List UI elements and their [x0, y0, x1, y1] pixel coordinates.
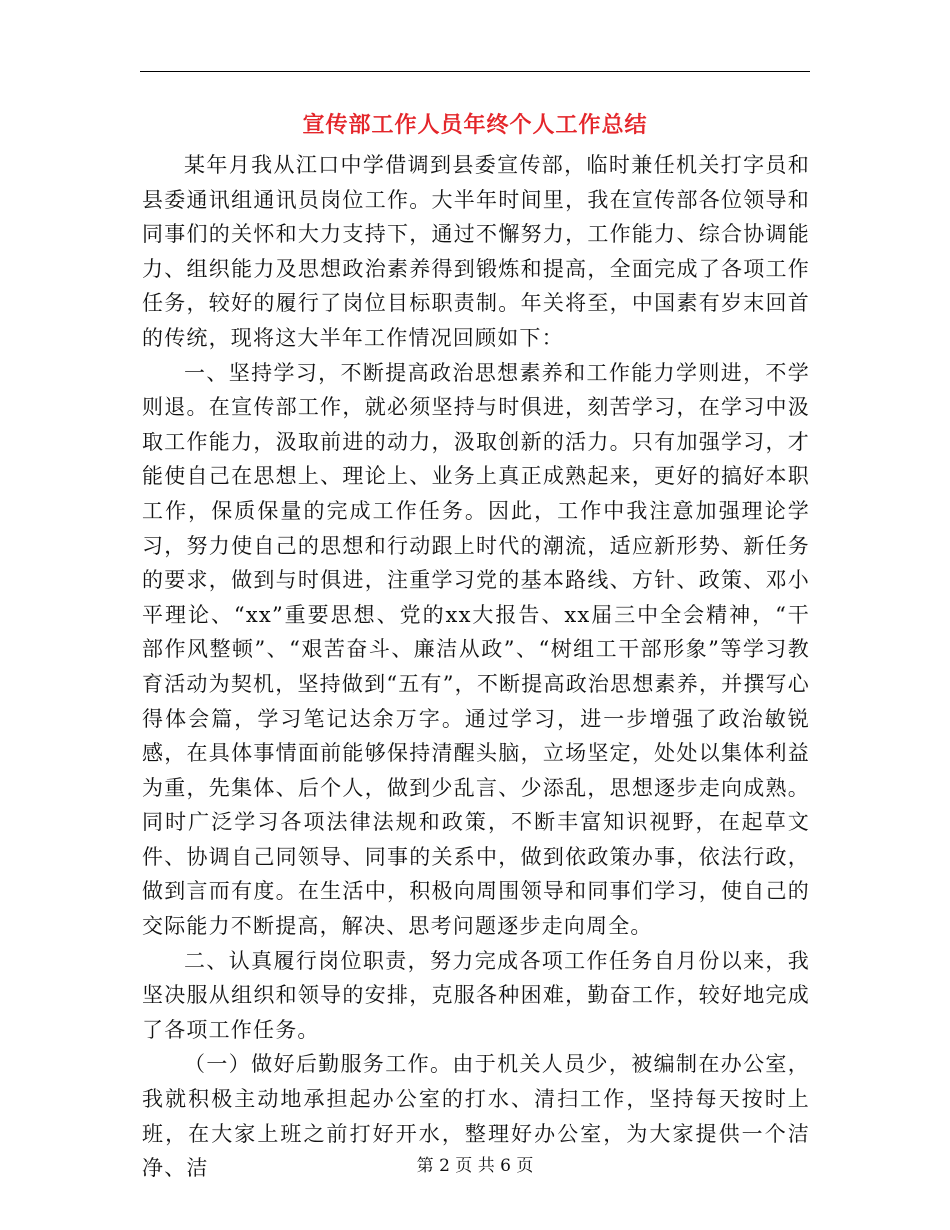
paragraph-section-1: 一、坚持学习，不断提高政治思想素养和工作能力学则进，不学则退。在宣传部工作，就必须坚持与时俱进，刻苦学习，在学习中汲取工作能力，汲取前进的动力，汲取创新的活力。只有加强学习，才能使自己在思想上、理论上、业务上真正成熟起来，更好的搞好本职工作，保质保量的完成工作任务。因此，工作中我注意加强理论学习，努力使自己的思想和行动跟上时代的潮流，适应新形势、新任务的要求，做到与时俱进，注重学习党的基本路线、方针、政策、邓小平理论、“xx”重要思想、党的xx大报告、xx届三中全会精神，“干部作风整顿”、“艰苦奋斗、廉洁从政”、“树组工干部形象”等学习教育活动为契机，坚持做到“五有”，不断提高政治思想素养，并撰写心得体会篇，学习笔记达余万字。通过学习，进一步增强了政治敏锐感，在具体事情面前能够保持清醒头脑，立场坚定，处处以集体利益为重，先集体、后个人，做到少乱言、少添乱，思想逐步走向成熟。同时广泛学习各项法律法规和政策，不断丰富知识视野，在起草文件、协调自己同领导、同事的关系中，做到依政策办事，依法行政，做到言而有度。在生活中，积极向周围领导和同事们学习，使自己的交际能力不断提高，解决、思考问题逐步走向周全。: [142, 360, 810, 939]
document-body: [142, 148, 810, 1186]
header-rule: [140, 71, 810, 72]
paragraph-section-2: 二、认真履行岗位职责，努力完成各项工作任务自月份以来，我坚决服从组织和领导的安排，克服各种困难，勤奋工作，较好地完成了各项工作任务。: [142, 948, 810, 1042]
page-number-footer: 第 2 页 共 6 页: [416, 1156, 534, 1176]
paragraph-subsection-1: （一）做好后勤服务工作。由于机关人员少，被编制在办公室，我就积极主动地承担起办公室的打水、清扫工作，坚持每天按时上班，在大家上班之前打好开水，整理好办公室，为大家提供一个洁净、洁: [142, 1052, 810, 1181]
paragraph-intro: 某年月我从江口中学借调到县委宣传部，临时兼任机关打字员和县委通讯组通讯员岗位工作。大半年时间里，我在宣传部各位领导和同事们的关怀和大力支持下，通过不懈努力，工作能力、综合协调能力、组织能力及思想政治素养得到锻炼和提高，全面完成了各项工作任务，较好的履行了岗位目标职责制。年关将至，中国素有岁末回首的传统，现将这大半年工作情况回顾如下：: [142, 153, 810, 350]
document-title: 宣传部工作人员年终个人工作总结: [302, 113, 648, 138]
